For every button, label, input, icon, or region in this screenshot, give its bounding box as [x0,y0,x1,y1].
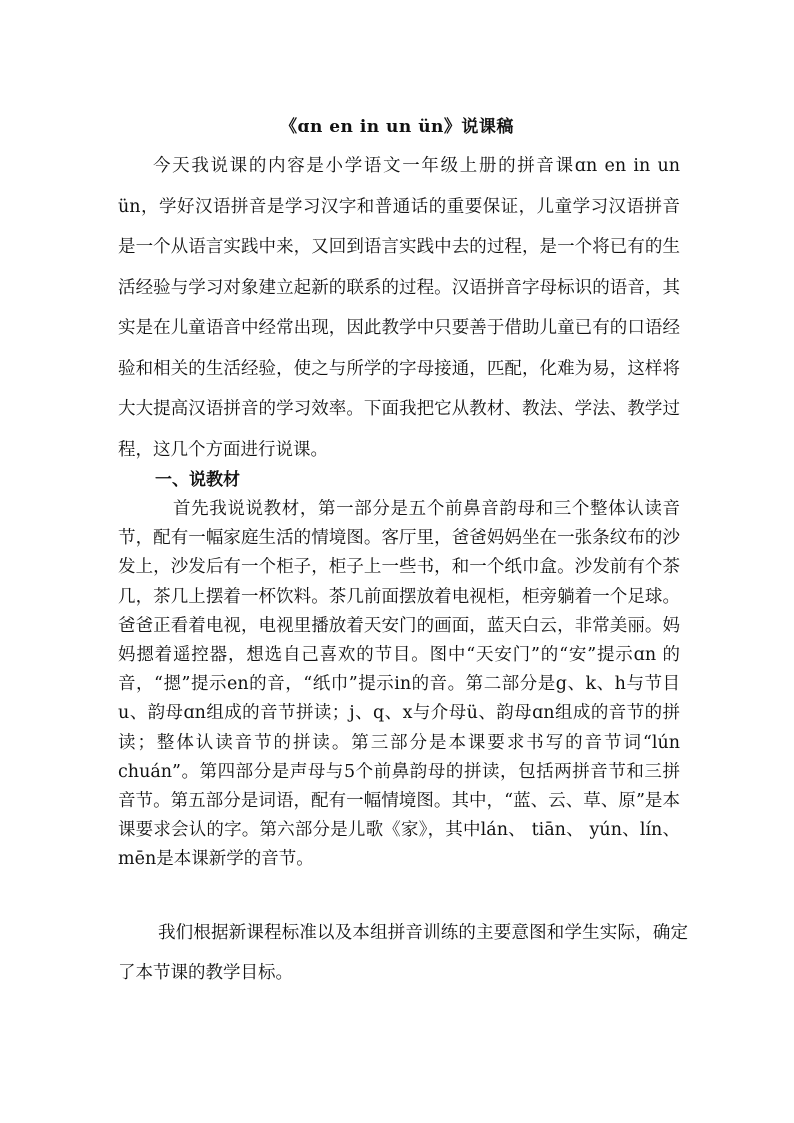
teaching-goals-paragraph: 我们根据新课程标准以及本组拼音训练的主要意图和学生实际，确定了本节课的教学目标。 [118,923,688,983]
textbook-paragraph: 首先我说说教材，第一部分是五个前鼻音韵母和三个整体认读音节，配有一幅家庭生活的情境图。客厅里，爸爸妈妈坐在一张条纹布的沙发上，沙发后有一个柜子，柜子上一些书，和一个纸巾盒。沙发前有个茶几，茶几上摆着一杯饮料。茶几前面摆放着电视柜，柜旁躺着一个足球。爸爸正看着电视，电视里播放着天安门的画面，蓝天白云，非常美丽。妈妈摁着遥控器，想选自己喜欢的节目。图中“天安门”的“安”提示ɑn 的音，“摁”提示en的音，“纸巾”提示in的音。第二部分是g、k、h与节目u、韵母ɑn组成的音节拼读；j、q、x与介母ü、韵母ɑn组成的音节的拼读；整体认读音节的拼读。第三部分是本课要求书写的音节词“lún chuán”。第四部分是声母与5个前鼻韵母的拼读，包括两拼音节和三拼音节。第五部分是词语，配有一幅情境图。其中，“蓝、云、草、原”是本课要求会认的字。第六部分是儿歌《家》，其中lán、 tiān、 yún、lín、 mēn是本课新学的音节。 [118,499,680,870]
intro-paragraph: 今天我说课的内容是小学语文一年级上册的拼音课ɑn en in un ün，学好汉语拼音是学习汉字和普通话的重要保证，儿童学习汉语拼音是一个从语言实践中来，又回到语言实践中去的过程，是一个将已有的生活经验与学习对象建立起新的联系的过程。汉语拼音字母标识的语音，其实是在儿童语音中经常出现，因此教学中只要善于借助儿童已有的口语经验和相关的生活经验，使之与所学的字母接通，匹配，化难为易，这样将大大提高汉语拼音的学习效率。下面我把它从教材、教法、学法、教学过程，这几个方面进行说课。 [118,156,680,460]
section-heading-textbook: 一、说教材 [155,470,240,490]
document-title: 《ɑn en in un ün》说课稿 [280,117,514,137]
